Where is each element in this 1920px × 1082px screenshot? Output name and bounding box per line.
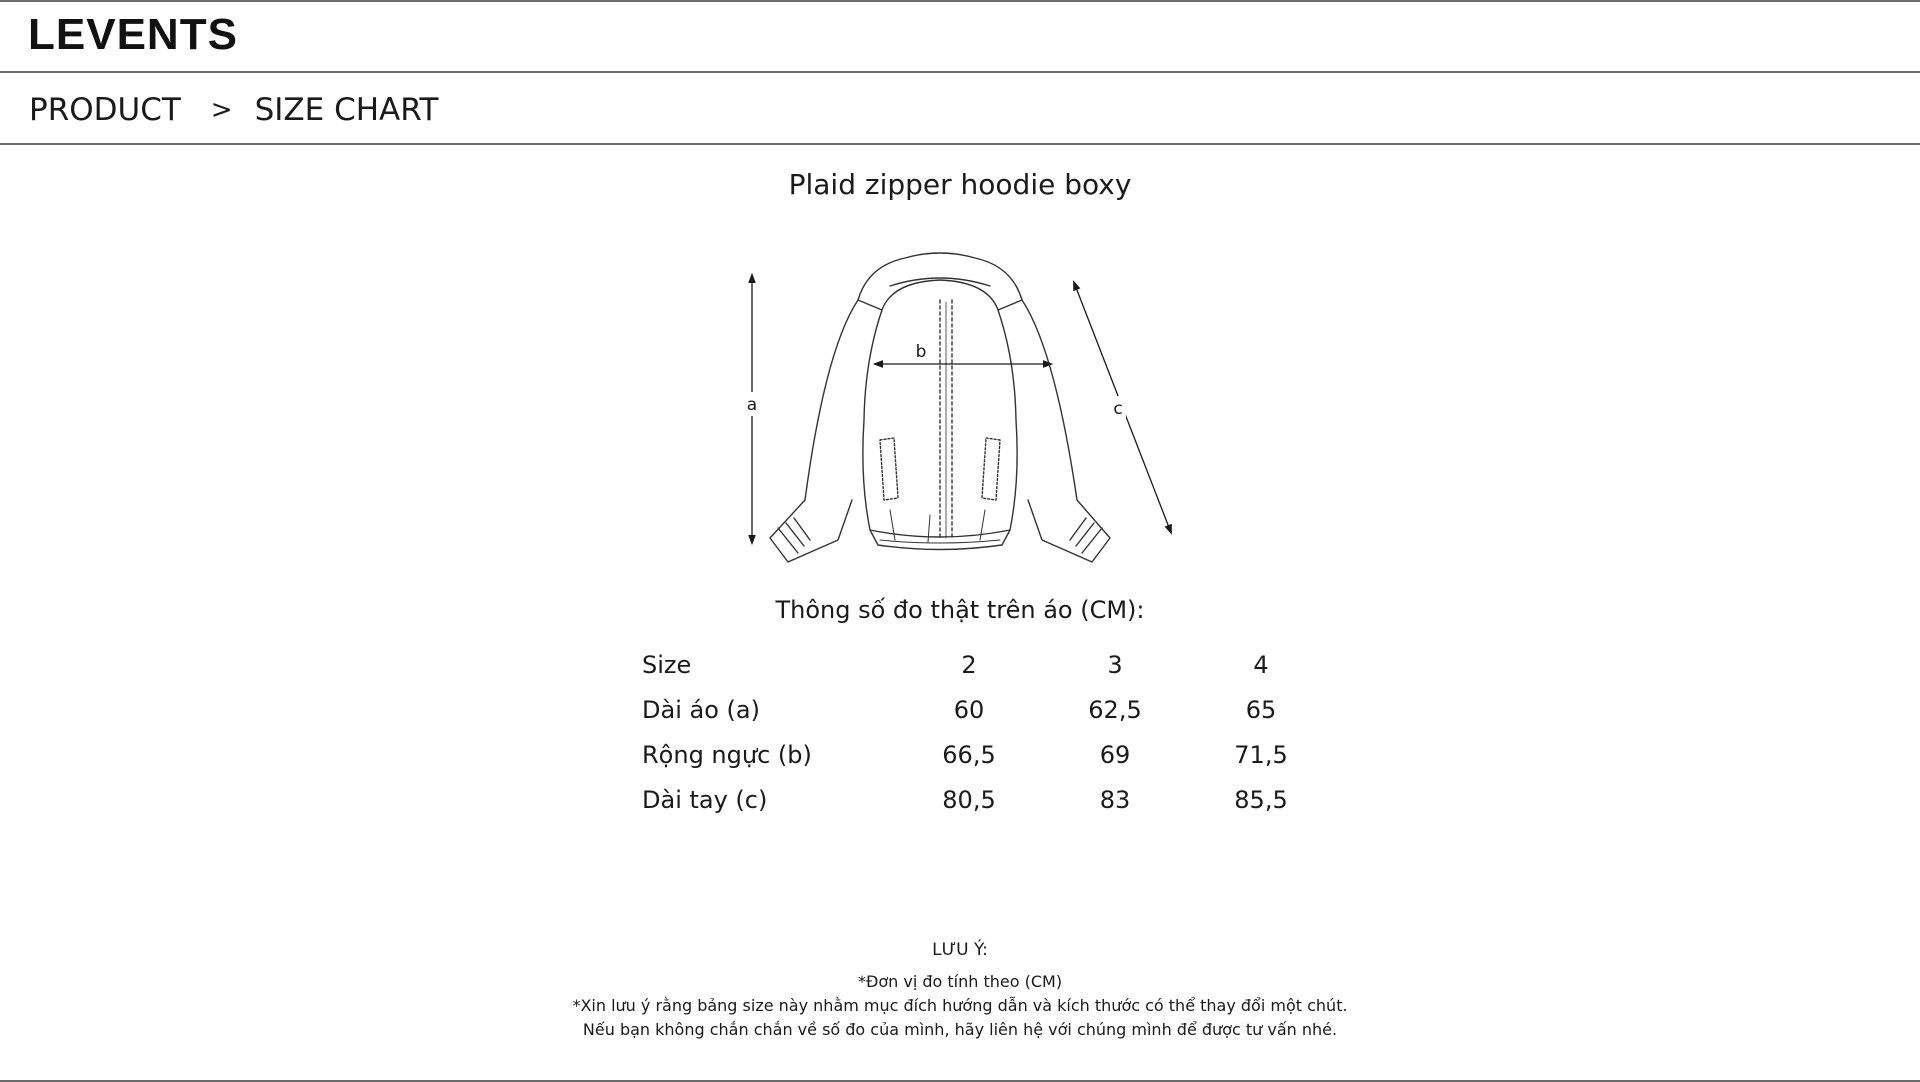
breadcrumb-separator: > (210, 95, 233, 125)
breadcrumb (29, 88, 438, 132)
breadcrumb-divider (0, 143, 1920, 145)
table-header-row (636, 642, 1334, 687)
table-cell: Size (642, 650, 692, 679)
spec-caption: Thông số đo thật trên áo (CM): (775, 596, 1145, 624)
breadcrumb-size-chart: SIZE CHART (254, 92, 439, 128)
table-cell: 60 (953, 695, 985, 724)
table-cell: 62,5 (1088, 695, 1142, 724)
brand-logo[interactable]: LEVENTS (28, 10, 238, 59)
table-cell: 71,5 (1234, 740, 1288, 769)
chest-label: b (915, 342, 927, 362)
notes-section (0, 940, 1920, 1042)
header-divider (0, 71, 1920, 73)
note-line: *Xin lưu ý rằng bảng size này nhằm mục đích hướng dẫn và kích thước có thể thay đổi một chút. (572, 996, 1348, 1015)
table-cell: 80,5 (942, 785, 996, 814)
length-label: a (746, 395, 758, 415)
product-title: Plaid zipper hoodie boxy (788, 168, 1132, 201)
table-cell: 4 (1253, 650, 1269, 679)
table-cell: Dài áo (a) (642, 695, 760, 724)
table-cell: 85,5 (1234, 785, 1288, 814)
table-cell: 66,5 (942, 740, 996, 769)
size-table (636, 642, 1334, 822)
table-cell: 83 (1099, 785, 1131, 814)
table-row (636, 687, 1334, 732)
table-cell: 3 (1107, 650, 1123, 679)
table-cell: 65 (1245, 695, 1277, 724)
top-border (0, 0, 1920, 2)
hoodie-diagram (730, 240, 1190, 575)
table-row (636, 732, 1334, 777)
table-cell: 2 (961, 650, 977, 679)
note-line: Nếu bạn không chắn chắn về số đo của mình, hãy liên hệ với chúng mình để được tư vấn nhé. (582, 1020, 1338, 1039)
note-line: *Đơn vị đo tính theo (CM) (857, 972, 1063, 991)
table-row (636, 777, 1334, 822)
notes-title: LƯU Ý: (932, 940, 988, 960)
table-cell: Rộng ngực (b) (642, 740, 812, 769)
breadcrumb-product-link[interactable]: PRODUCT (29, 92, 181, 128)
table-cell: Dài tay (c) (642, 785, 768, 814)
sleeve-label: c (1113, 399, 1123, 419)
table-cell: 69 (1099, 740, 1131, 769)
